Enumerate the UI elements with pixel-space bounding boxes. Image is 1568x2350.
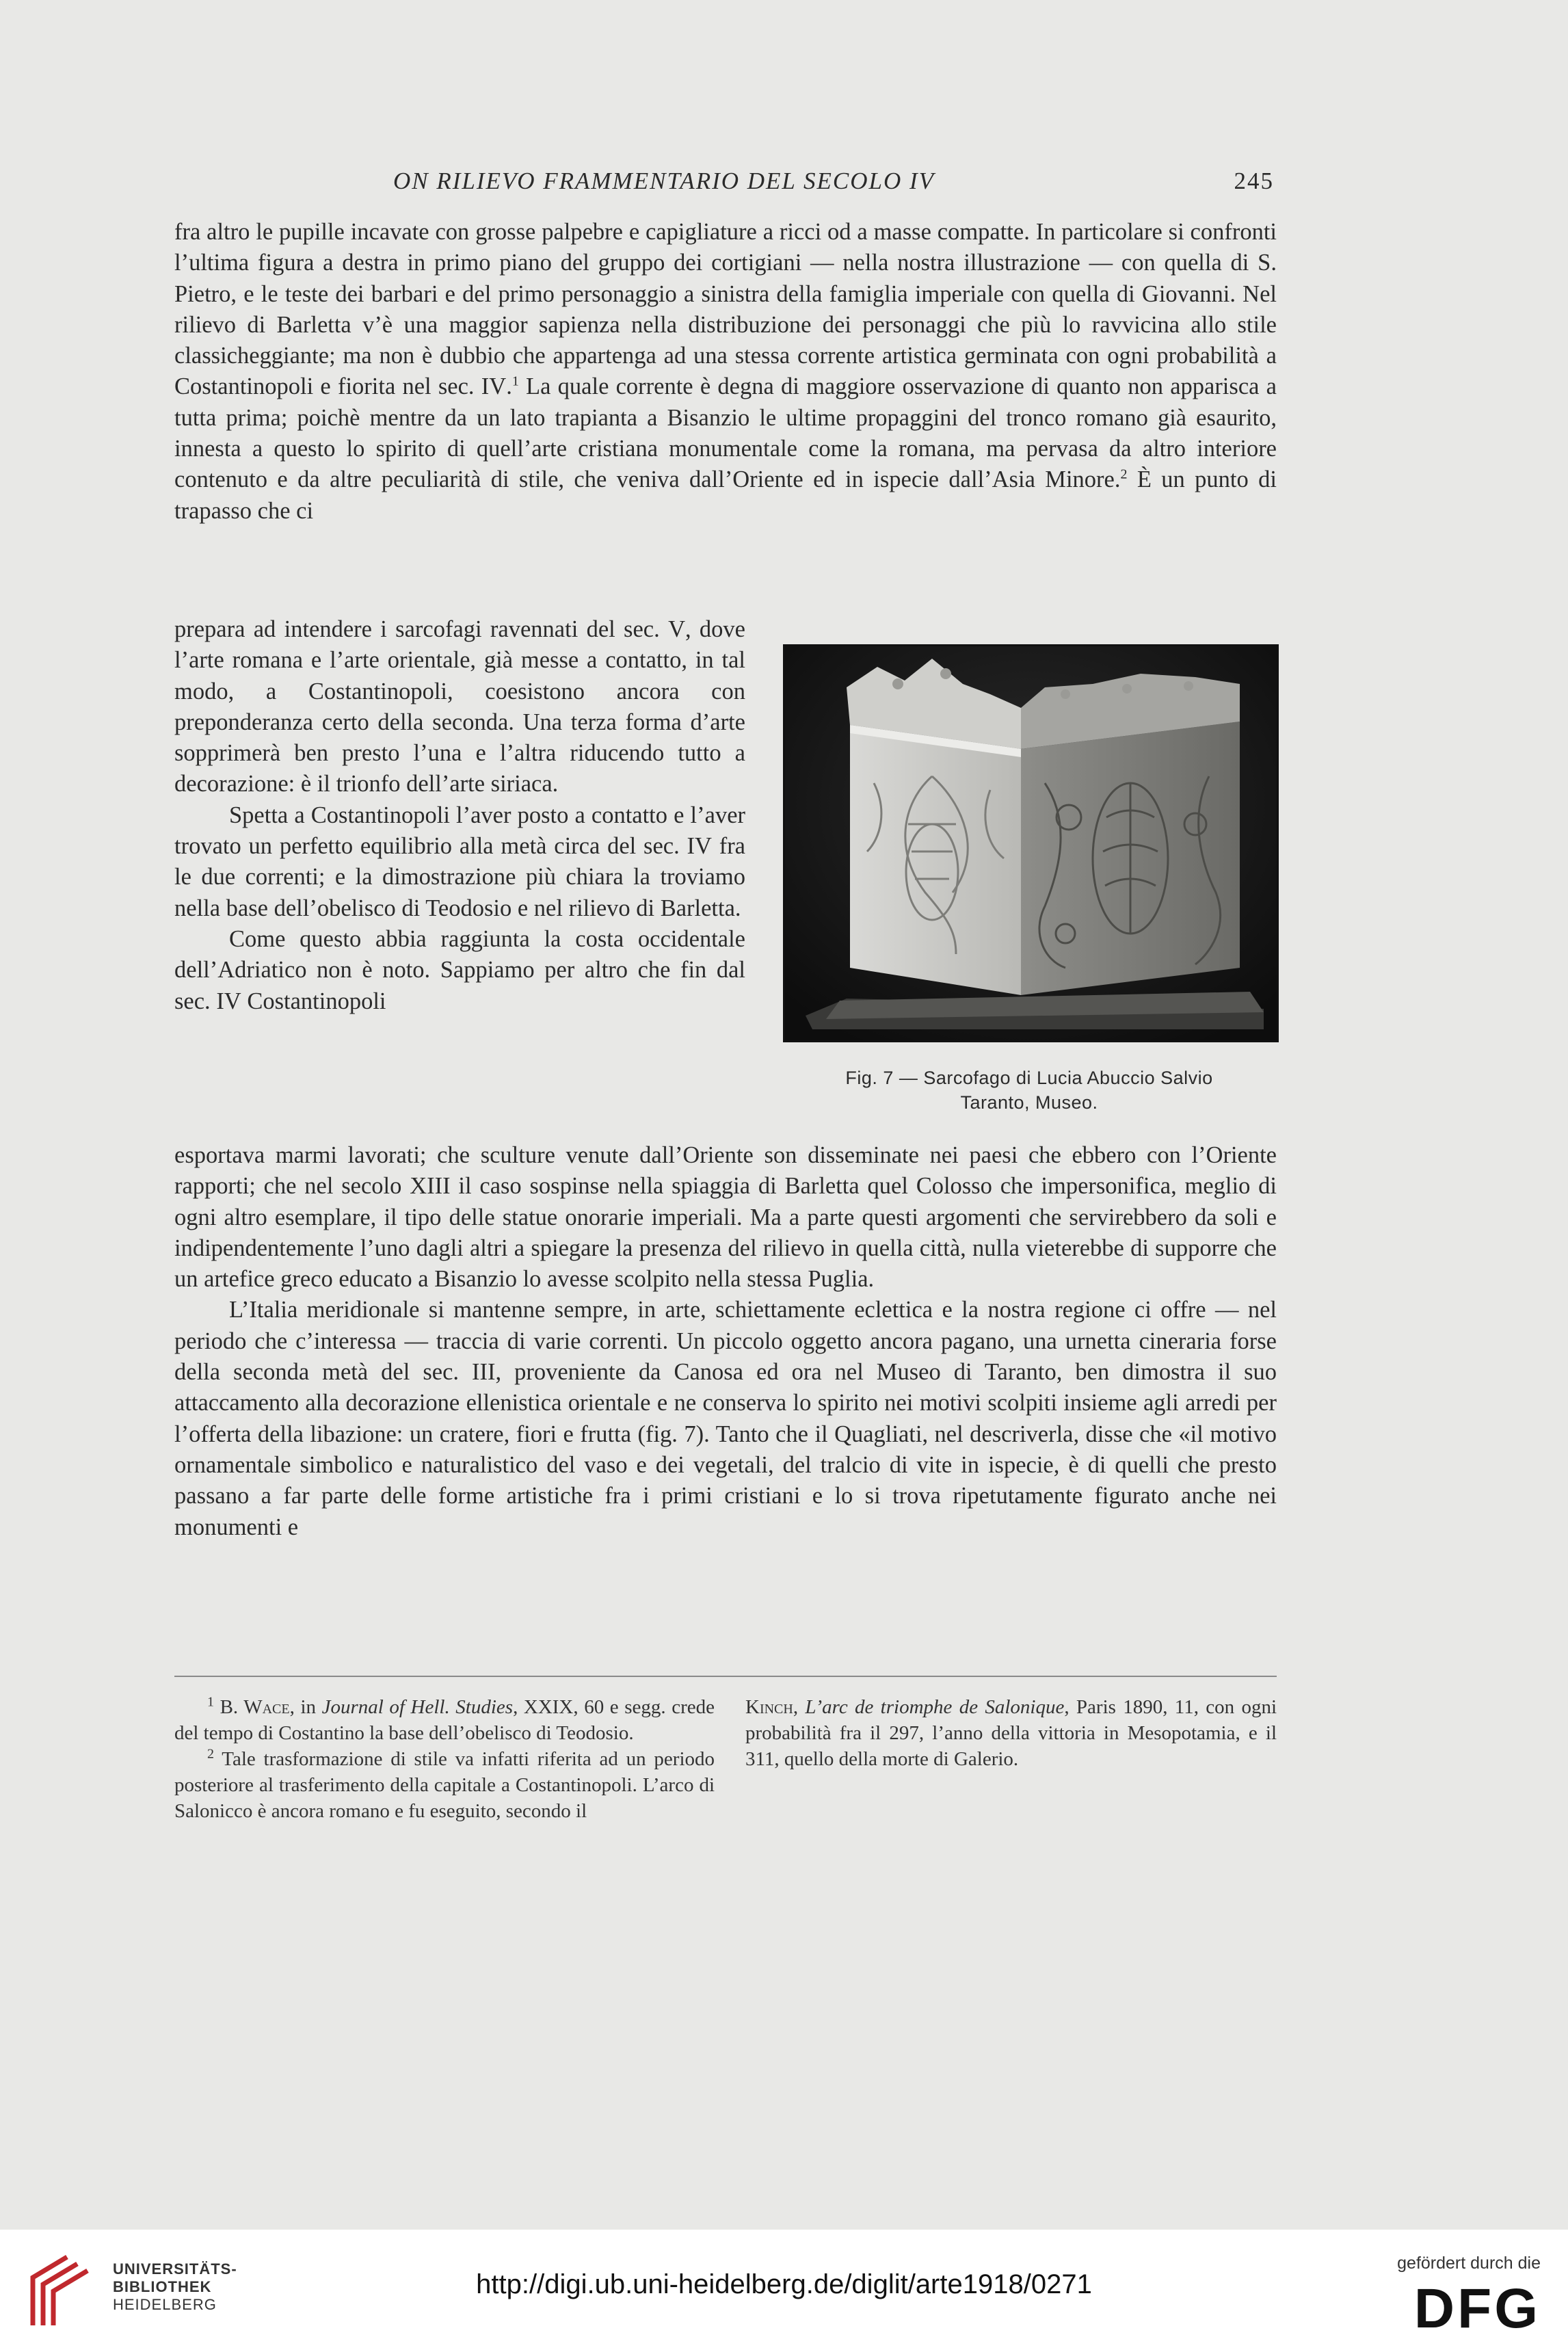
- footnotes-right-column: [745, 1694, 1277, 1772]
- paragraph: L’Italia meridionale si mantenne sempre, in arte, schiettamente eclettica e la nostra regione ci offre — nel periodo che c’interessa — traccia di varie correnti. Un piccolo oggetto ancora pagano, una urnetta cineraria forse della seconda metà del sec. III, proveniente da Canosa ed ora nel Museo di Taranto, ben dimostra il suo attaccamento alla decorazione ellenistica orientale e ne conserva lo spirito nei motivi scolpiti insieme agli arredi per l’offerta della libazione: un cratere, fiori e frutta (fig. 7). Tanto che il Quagliati, nel descriverla, disse che «il motivo ornamentale simbolico e naturalistico del vaso e dei vegetali, del tralcio di vite in ispecie, è di quelli che presto passano a far parte delle forme artistiche fra i primi cristiani e lo si trova ripetutamente figurato anche nei monumenti e: [174, 1297, 1277, 1540]
- paragraph: prepara ad intendere i sarcofagi ravennati del sec. V, dove l’arte romana e l’arte orientale, già messe a contatto, in tal modo, a Costantinopoli, coesistono ancora con preponderanza certo della seconda. Una terza forma d’arte sopprimerà ben presto l’una e l’altra riducendo tutto a decorazione: è il trionfo dell’arte siriaca.: [174, 616, 745, 797]
- footnote-1: $^1$ B. Wace, in Journal of Hell. Studies, XXIX, 60 e segg. crede del tempo di Costantino la base dell’obelisco di Teodosio.: [174, 1694, 715, 1744]
- figure-caption: [759, 1066, 1299, 1115]
- digitization-footer: [0, 2230, 1568, 2350]
- footnote-2: $^2$ Tale trasformazione di stile va infatti riferita ad un periodo posteriore al trasferimento della capitale a Costantinopoli. L’arco di Salonicco è ancora romano e fu eseguito, secondo il: [174, 1746, 715, 1822]
- paragraph: esportava marmi lavorati; che sculture venute dall’Oriente son disseminate nei paesi che ebbero con l’Oriente rapporti; che nel secolo XIII il caso sospinse nella spiaggia di Barletta quel Colosso che impersonifica, meglio di ogni altro esemplare, il tipo delle statue onorarie imperiali. Ma a parte questi argomenti che servirebbero da soli e indipendentemente l’uno dagli altri a spiegare la presenza del rilievo in quella città, nulla vieterebbe di supporre che un artefice greco educato a Bisanzio lo avesse scolpito nella stessa Puglia.: [174, 1142, 1277, 1293]
- sarcophagus-photo: [783, 644, 1279, 1042]
- paragraph: fra altro le pupille incavate con grosse palpebre e capigliature a ricci od a masse compatte. In particolare si confronti l’ultima figura a destra in primo piano del gruppo dei cortigiani — nella nostra illustrazione — con quella di S. Pietro, e le teste dei barbari e del primo personaggio a sinistra della famiglia imperiale con quella di Giovanni. Nel rilievo di Barletta v’è una maggior sapienza nella distribuzione dei personaggi che più lo ravvicina allo stile classicheggiante; ma non è dubbio che appartenga ad una stessa corrente artistica germinata con ogni probabilità a Costantinopoli e fiorita nel sec. IV.$^1$ La quale corrente è degna di maggiore osservazione di quanto non apparisca a tutta prima; poichè mentre da un lato trapianta a Bisanzio le ultime propaggini del tronco romano già esaurito, innesta a questo lo spirito di quell’arte cristiana monumentale come la romana, ma pervasa da altro interiore contenuto e da altre peculiarità di stile, che veniva dall’Oriente ed in ispecie dall’Asia Minore.$^2$ È un punto di trapasso che ci: [174, 219, 1277, 524]
- footnote-divider: [174, 1676, 1277, 1677]
- footnotes-left-column: [174, 1694, 715, 1824]
- running-title: ON RILIEVO FRAMMENTARIO DEL SECOLO IV: [393, 168, 935, 194]
- permalink-url[interactable]: http://digi.ub.uni-heidelberg.de/diglit/arte1918/0271: [476, 2269, 1092, 2299]
- page-number: 245: [1234, 168, 1274, 194]
- footnote-ref[interactable]: 2: [1120, 466, 1128, 482]
- sarcophagus-illustration: [785, 646, 1277, 1040]
- footnote-ref[interactable]: 1: [511, 373, 519, 389]
- running-header: [174, 168, 1296, 209]
- body-text-bottom: [174, 1140, 1277, 1543]
- dfg-logo[interactable]: DFG: [1413, 2278, 1541, 2340]
- footnote-2-continued: Kinch, L’arc de triomphe de Salonique, Paris 1890, 11, con ogni probabilità fra il 297, l’anno della vittoria in Mesopotamia, e il 311, quello della morte di Galerio.: [745, 1696, 1277, 1770]
- paragraph: Come questo abbia raggiunta la costa occidentale dell’Adriatico non è noto. Sappiamo per altro che fin dal sec. IV Costantinopoli: [174, 925, 745, 1014]
- body-text-top: [174, 217, 1277, 527]
- caption-line: Taranto, Museo.: [960, 1092, 1098, 1113]
- funding-label: gefördert durch die: [1397, 2254, 1541, 2273]
- library-name: UNIVERSITÄTS- BIBLIOTHEK HEIDELBERG: [113, 2260, 237, 2313]
- caption-line: Fig. 7 — Sarcofago di Lucia Abuccio Salvio: [845, 1068, 1213, 1088]
- body-text-wrapped: [174, 614, 745, 1017]
- paragraph: Spetta a Costantinopoli l’aver posto a contatto e l’aver trovato un perfetto equilibrio alla metà circa del sec. IV fra le due correnti; e la dimostrazione più chiara la troviamo nella base dell’obelisco di Teodosio e nel rilievo di Barletta.: [174, 802, 745, 921]
